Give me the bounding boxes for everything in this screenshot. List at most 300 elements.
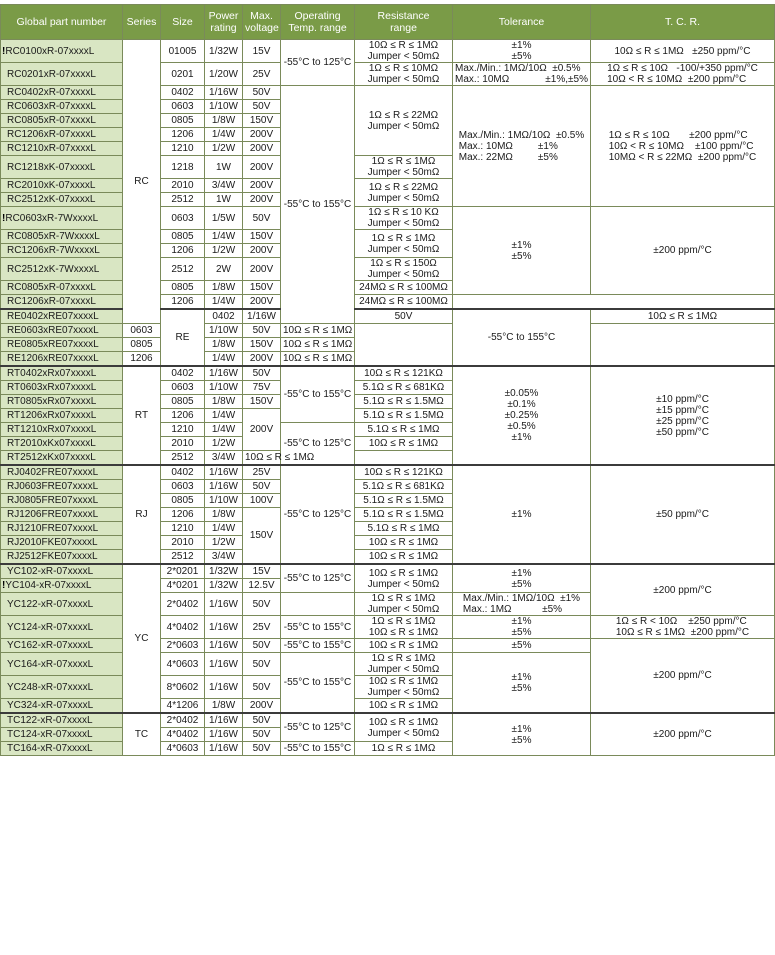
cell-text: 1210 xyxy=(171,143,194,154)
spec-cell xyxy=(453,366,591,465)
spec-cell xyxy=(243,713,281,728)
cell-text: 1/32W xyxy=(209,566,238,577)
cell-text: RC1218xK-07xxxxL xyxy=(7,161,96,173)
spec-cell xyxy=(355,564,453,593)
cell-text: 2*0402 xyxy=(166,598,199,610)
spec-cell xyxy=(243,193,281,207)
cell-text: 0402 xyxy=(171,467,194,478)
spec-cell xyxy=(453,713,591,756)
spec-cell xyxy=(205,616,243,639)
cell-text: RJ xyxy=(135,509,148,520)
spec-cell xyxy=(123,338,161,352)
spec-cell xyxy=(123,366,161,465)
cell-text: RT2010xKx07xxxxL xyxy=(7,438,96,449)
spec-cell xyxy=(243,114,281,128)
spec-cell xyxy=(453,63,591,86)
cell-text: 0201 xyxy=(171,68,194,80)
spec-cell xyxy=(161,40,205,63)
cell-text: 4*0402 xyxy=(166,729,199,740)
cell-text: 0603 xyxy=(130,325,153,336)
part-number-cell xyxy=(1,40,123,63)
spec-cell xyxy=(453,40,591,63)
cell-text: 1/16W xyxy=(209,87,238,98)
spec-cell xyxy=(355,258,453,281)
spec-cell xyxy=(205,156,243,179)
cell-text: 10Ω ≤ R ≤ 121KΩ xyxy=(364,467,443,478)
spec-cell xyxy=(205,742,243,756)
cell-text: 15V xyxy=(252,566,271,577)
cell-text: 1/2W xyxy=(211,245,236,256)
part-number-cell xyxy=(1,338,123,352)
cell-text: 0805 xyxy=(171,396,194,407)
cell-text: RJ0805FRE07xxxxL xyxy=(7,495,99,506)
cell-text: 50V xyxy=(252,368,271,379)
cell-text: 200V xyxy=(249,296,274,307)
table-body xyxy=(1,40,775,756)
spec-cell xyxy=(243,728,281,742)
cell-text: 1206 xyxy=(171,245,194,256)
cell-text: 2512 xyxy=(171,551,194,562)
cell-text: TC164-xR-07xxxxL xyxy=(7,743,93,754)
spec-cell xyxy=(355,480,453,494)
spec-cell xyxy=(243,128,281,142)
cell-text: ±1% ±5% xyxy=(511,723,532,746)
cell-text: RE1206xRE07xxxxL xyxy=(7,353,99,364)
cell-text: 1210 xyxy=(171,523,194,534)
cell-text: -55°C to 155°C xyxy=(283,389,352,400)
cell-text: 4*0402 xyxy=(166,621,199,633)
cell-text: 200V xyxy=(249,161,274,173)
part-number-cell xyxy=(1,193,123,207)
cell-text: 0805 xyxy=(171,495,194,506)
cell-text: 1/8W xyxy=(211,396,236,407)
spec-cell xyxy=(355,281,453,295)
table-row xyxy=(1,324,775,338)
cell-text: 0402 xyxy=(171,368,194,379)
spec-cell xyxy=(243,258,281,281)
cell-text: RC0805xR-07xxxxL xyxy=(7,115,96,126)
cell-text: 5.1Ω ≤ R ≤ 681KΩ xyxy=(362,481,445,492)
spec-cell xyxy=(123,465,161,564)
cell-text: 1/4W xyxy=(211,353,236,364)
spec-cell xyxy=(123,352,161,367)
spec-cell xyxy=(243,742,281,756)
spec-cell xyxy=(243,480,281,494)
spec-cell xyxy=(123,564,161,713)
part-number-cell xyxy=(1,616,123,639)
part-number-cell xyxy=(1,713,123,728)
spec-cell xyxy=(591,309,775,324)
part-number-cell xyxy=(1,128,123,142)
spec-cell xyxy=(161,244,205,258)
spec-cell xyxy=(453,564,591,593)
cell-text: RC0402xR-07xxxxL xyxy=(7,87,96,98)
spec-cell xyxy=(355,616,453,639)
cell-text: ±200 ppm/°C xyxy=(653,729,712,740)
col-header-tcr: T. C. R. xyxy=(591,5,775,40)
spec-cell xyxy=(591,564,775,616)
cell-text: ±200 ppm/°C xyxy=(653,670,712,681)
spec-cell xyxy=(161,713,205,728)
spec-cell xyxy=(355,40,453,63)
cell-text: RE0805xRE07xxxxL xyxy=(7,339,99,350)
cell-text: YC324-xR-07xxxxL xyxy=(7,700,94,711)
cell-text: 50V xyxy=(252,743,271,754)
cell-text: -55°C to 125°C xyxy=(283,573,352,584)
spec-cell xyxy=(161,699,205,714)
cell-text: 0402 xyxy=(171,87,194,98)
cell-text: 10Ω ≤ R ≤ 1MΩ Jumper < 50mΩ xyxy=(367,40,440,62)
cell-text: Max./Min.: 1MΩ/10Ω ±1% Max.: 1MΩ ±5% xyxy=(462,593,581,615)
spec-cell xyxy=(205,258,243,281)
cell-text: -55°C to 155°C xyxy=(283,640,352,651)
cell-text: 24MΩ ≤ R ≤ 100MΩ xyxy=(359,296,448,307)
spec-cell xyxy=(355,230,453,258)
cell-text: RT xyxy=(134,410,149,421)
cell-text: 200V xyxy=(249,353,274,364)
spec-cell xyxy=(205,128,243,142)
part-number-cell xyxy=(1,676,123,699)
table-row xyxy=(1,309,775,324)
spec-cell xyxy=(205,179,243,193)
spec-cell xyxy=(243,699,281,714)
cell-text: 1/5W xyxy=(211,212,236,224)
cell-text: 200V xyxy=(249,263,274,275)
cell-text: ±0.05% ±0.1% ±0.25% ±0.5% ±1% xyxy=(504,388,539,443)
part-number-cell xyxy=(1,295,123,310)
spec-cell xyxy=(205,244,243,258)
cell-text: 2512 xyxy=(171,263,194,275)
cell-text: 0402 xyxy=(212,311,235,322)
cell-text: YC122-xR-07xxxxL xyxy=(7,598,94,610)
cell-text: 4*0603 xyxy=(166,658,199,670)
cell-text: 8*0602 xyxy=(166,681,199,693)
cell-text: 50V xyxy=(252,212,271,224)
cell-text: 200V xyxy=(249,143,274,154)
spec-cell xyxy=(355,699,453,714)
part-number-cell xyxy=(1,593,123,616)
cell-text: RC0201xR-07xxxxL xyxy=(7,68,96,80)
cell-text: RC0603xR-7WxxxxL xyxy=(5,212,99,224)
cell-text: 1218 xyxy=(171,161,194,173)
spec-cell xyxy=(281,713,355,742)
cell-text: 1/32W xyxy=(209,45,238,57)
cell-text: TC xyxy=(134,729,149,740)
spec-cell xyxy=(161,564,205,579)
cell-text: 1W xyxy=(216,161,231,173)
cell-text: 10Ω ≤ R ≤ 1MΩ xyxy=(368,551,439,562)
part-number-cell xyxy=(1,480,123,494)
spec-cell xyxy=(281,564,355,593)
spec-cell xyxy=(205,550,243,565)
cell-text: 1/4W xyxy=(211,129,236,140)
cell-text: 10Ω ≤ R ≤ 1MΩ xyxy=(368,438,439,449)
table-row xyxy=(1,352,775,367)
col-header-max-voltage: Max. voltage xyxy=(243,5,281,40)
spec-cell xyxy=(281,366,355,423)
cell-text: 1Ω ≤ R ≤ 1MΩ Jumper < 50mΩ xyxy=(367,593,440,615)
cell-text: RT1206xRx07xxxxL xyxy=(7,410,97,421)
cell-text: 1206 xyxy=(171,410,194,421)
cell-text: 50V xyxy=(252,729,271,740)
cell-text: -55°C to 155°C xyxy=(283,677,352,688)
cell-text: 2512 xyxy=(171,452,194,463)
cell-text: 10Ω ≤ R ≤ 1MΩ Jumper < 50mΩ xyxy=(367,676,440,698)
cell-text: RJ0603FRE07xxxxL xyxy=(7,481,99,492)
cell-text: YC162-xR-07xxxxL xyxy=(7,640,94,651)
spec-cell xyxy=(161,128,205,142)
spec-cell xyxy=(161,409,205,423)
cell-text: 4*1206 xyxy=(166,700,199,711)
spec-cell xyxy=(243,86,281,100)
cell-text: RJ1210FRE07xxxxL xyxy=(7,523,99,534)
attention-mark-icon: ! xyxy=(2,580,6,591)
part-number-cell xyxy=(1,522,123,536)
spec-cell xyxy=(205,699,243,714)
cell-text: 24MΩ ≤ R ≤ 100MΩ xyxy=(359,282,448,293)
spec-cell xyxy=(205,728,243,742)
spec-cell xyxy=(243,142,281,156)
spec-cell xyxy=(161,142,205,156)
cell-text: 10Ω ≤ R ≤ 1MΩ xyxy=(368,700,439,711)
spec-cell xyxy=(161,230,205,244)
part-number-cell xyxy=(1,114,123,128)
cell-text: ±1% xyxy=(511,509,532,520)
spec-cell xyxy=(243,100,281,114)
spec-cell xyxy=(161,579,205,593)
cell-text: 1/16W xyxy=(209,658,238,670)
cell-text: 0603 xyxy=(171,212,194,224)
cell-text: 25V xyxy=(252,68,271,80)
part-number-cell xyxy=(1,423,123,437)
part-number-cell xyxy=(1,156,123,179)
spec-cell xyxy=(355,423,453,437)
cell-text: 25V xyxy=(252,467,271,478)
part-number-cell xyxy=(1,230,123,244)
spec-cell xyxy=(205,579,243,593)
cell-text: 1/4W xyxy=(211,523,236,534)
cell-text: 1/16W xyxy=(209,598,238,610)
part-number-cell xyxy=(1,550,123,565)
cell-text: RC2010xK-07xxxxL xyxy=(7,180,96,191)
spec-cell xyxy=(243,324,281,338)
spec-cell xyxy=(591,713,775,756)
spec-cell xyxy=(281,653,355,714)
cell-text: 1/16W xyxy=(209,715,238,726)
spec-cell xyxy=(591,366,775,465)
cell-text: 0805 xyxy=(171,231,194,242)
cell-text: 1Ω ≤ R ≤ 10Ω -100/+350 ppm/°C 10Ω < R ≤ 10MΩ ±200 ppm/°C xyxy=(607,63,758,85)
spec-cell xyxy=(453,616,591,639)
cell-text: ±50 ppm/°C xyxy=(656,509,709,520)
spec-cell xyxy=(205,639,243,653)
spec-cell xyxy=(161,494,205,508)
cell-text: -55°C to 125°C xyxy=(283,438,352,449)
spec-cell xyxy=(243,494,281,508)
cell-text: RT0402xRx07xxxxL xyxy=(7,368,97,379)
cell-text: 2*0402 xyxy=(166,715,199,726)
spec-cell xyxy=(243,281,281,295)
cell-text: 2*0201 xyxy=(166,566,199,577)
spec-cell xyxy=(161,207,205,230)
cell-text: 50V xyxy=(252,681,271,693)
spec-cell xyxy=(205,100,243,114)
cell-text: 1/8W xyxy=(211,115,236,126)
cell-text: -55°C to 155°C xyxy=(283,743,352,754)
cell-text: RJ2010FKE07xxxxL xyxy=(7,537,98,548)
cell-text: 1Ω ≤ R ≤ 1MΩ 10Ω ≤ R ≤ 1MΩ xyxy=(368,616,439,638)
cell-text: 150V xyxy=(249,115,274,126)
cell-text: 10Ω ≤ R ≤ 1MΩ xyxy=(283,339,353,350)
spec-cell xyxy=(205,193,243,207)
cell-text: Max./Min.: 1MΩ/10Ω ±0.5% Max.: 10MΩ ±1%,±5% xyxy=(455,63,588,85)
spec-cell xyxy=(243,338,281,352)
cell-text: RT0603xRx07xxxxL xyxy=(7,382,97,393)
part-number-cell xyxy=(1,395,123,409)
spec-cell xyxy=(453,309,591,366)
cell-text: 1/4W xyxy=(211,410,236,421)
cell-text: 50V xyxy=(252,640,271,651)
part-number-cell xyxy=(1,86,123,100)
cell-text: 1206 xyxy=(171,129,194,140)
cell-text: 1/10W xyxy=(209,382,238,393)
cell-text: 5.1Ω ≤ R ≤ 1.5MΩ xyxy=(363,495,444,506)
spec-cell xyxy=(243,244,281,258)
cell-text: 5.1Ω ≤ R ≤ 681KΩ xyxy=(362,382,445,393)
cell-text: 1/10W xyxy=(209,325,238,336)
cell-text: RT1210xRx07xxxxL xyxy=(7,424,97,435)
spec-cell xyxy=(243,653,281,676)
part-number-cell xyxy=(1,742,123,756)
cell-text: ±1% ±5% xyxy=(511,616,532,638)
part-number-cell xyxy=(1,465,123,480)
cell-text: 1/16W xyxy=(209,467,238,478)
spec-cell xyxy=(355,593,453,616)
spec-cell xyxy=(243,156,281,179)
cell-text: 2*0603 xyxy=(166,640,199,651)
spec-cell xyxy=(281,465,355,564)
spec-cell xyxy=(281,40,355,86)
cell-text: 1/8W xyxy=(211,339,236,350)
cell-text: 50V xyxy=(252,101,271,112)
attention-mark-icon: ! xyxy=(2,45,6,57)
cell-text: 12.5V xyxy=(248,580,275,591)
cell-text: -55°C to 155°C xyxy=(487,332,556,343)
cell-text: RC0100xR-07xxxxL xyxy=(5,45,95,57)
cell-text: -55°C to 125°C xyxy=(283,57,352,68)
cell-text: 1/20W xyxy=(209,68,238,80)
cell-text: 1Ω ≤ R ≤ 1MΩ Jumper < 50mΩ xyxy=(367,232,440,255)
table-row xyxy=(1,366,775,381)
part-number-cell xyxy=(1,508,123,522)
spec-cell xyxy=(453,86,591,207)
cell-text: 1/16W xyxy=(209,743,238,754)
col-header-operating-temp-range: Operating Temp. range xyxy=(281,5,355,40)
cell-text: 1/16W xyxy=(209,621,238,633)
spec-cell xyxy=(161,522,205,536)
cell-text: 1Ω ≤ R < 10Ω ±250 ppm/°C 10Ω ≤ R ≤ 1MΩ ±200 ppm/°C xyxy=(615,616,750,638)
cell-text: ±5% xyxy=(511,640,532,651)
spec-cell xyxy=(161,676,205,699)
cell-text: 3/4W xyxy=(211,180,236,191)
cell-text: RC1206xR-07xxxxL xyxy=(7,129,96,140)
spec-cell xyxy=(243,63,281,86)
spec-cell xyxy=(205,86,243,100)
spec-cell xyxy=(205,230,243,244)
spec-cell xyxy=(355,179,453,207)
cell-text: 150V xyxy=(249,282,274,293)
part-number-cell xyxy=(1,207,123,230)
spec-cell xyxy=(355,522,453,536)
spec-cell xyxy=(591,616,775,639)
spec-cell xyxy=(205,480,243,494)
spec-cell xyxy=(205,465,243,480)
spec-cell xyxy=(161,156,205,179)
spec-cell xyxy=(355,437,453,451)
spec-cell xyxy=(243,465,281,480)
spec-cell xyxy=(161,550,205,565)
col-header-tolerance: Tolerance xyxy=(453,5,591,40)
cell-text: 10Ω ≤ R ≤ 121KΩ xyxy=(364,368,443,379)
cell-text: 1Ω ≤ R ≤ 22MΩ Jumper < 50mΩ xyxy=(367,109,440,132)
spec-cell xyxy=(205,338,243,352)
cell-text: 15V xyxy=(252,45,271,57)
spec-cell xyxy=(355,381,453,395)
cell-text: 1/4W xyxy=(211,296,236,307)
cell-text: 10Ω ≤ R ≤ 1MΩ xyxy=(368,640,439,651)
part-number-cell xyxy=(1,699,123,714)
cell-text: RJ2512FKE07xxxxL xyxy=(7,551,98,562)
cell-text: 50V xyxy=(252,715,271,726)
spec-cell xyxy=(243,295,281,310)
cell-text: 1Ω ≤ R ≤ 10 KΩ Jumper < 50mΩ xyxy=(367,207,440,229)
spec-cell xyxy=(161,423,205,437)
cell-text: 1Ω ≤ R ≤ 10Ω ±200 ppm/°C 10Ω < R ≤ 10MΩ ±100 ppm/°C 10MΩ < R ≤ 22MΩ ±200 ppm/°C xyxy=(608,129,757,163)
cell-text: RT2512xKx07xxxxL xyxy=(7,452,96,463)
cell-text: ±1% ±5% xyxy=(511,239,532,262)
cell-text: 100V xyxy=(249,495,274,506)
cell-text: 10Ω ≤ R ≤ 1MΩ Jumper < 50mΩ xyxy=(367,567,440,590)
spec-cell xyxy=(355,713,453,742)
cell-text: 5.1Ω ≤ R ≤ 1.5MΩ xyxy=(363,509,444,520)
part-number-cell xyxy=(1,579,123,593)
spec-cell xyxy=(453,593,591,616)
part-number-cell xyxy=(1,63,123,86)
cell-text: 10Ω ≤ R ≤ 1MΩ xyxy=(245,452,315,463)
col-header-series: Series xyxy=(123,5,161,40)
spec-cell xyxy=(205,676,243,699)
part-number-cell xyxy=(1,142,123,156)
cell-text: 5.1Ω ≤ R ≤ 1MΩ xyxy=(367,523,440,534)
spec-cell xyxy=(205,451,243,466)
spec-cell xyxy=(355,63,453,86)
table-row xyxy=(1,465,775,480)
cell-text: 75V xyxy=(252,382,271,393)
spec-cell xyxy=(281,86,355,324)
part-number-cell xyxy=(1,437,123,451)
spec-cell xyxy=(161,63,205,86)
spec-cell xyxy=(591,639,775,714)
cell-text: 1/16W xyxy=(209,681,238,693)
part-number-cell xyxy=(1,366,123,381)
spec-cell xyxy=(243,230,281,244)
part-number-cell xyxy=(1,639,123,653)
part-number-cell xyxy=(1,653,123,676)
cell-text: 150V xyxy=(249,339,274,350)
table-row xyxy=(1,713,775,728)
spec-cell xyxy=(355,465,453,480)
cell-text: 50V xyxy=(394,311,413,322)
